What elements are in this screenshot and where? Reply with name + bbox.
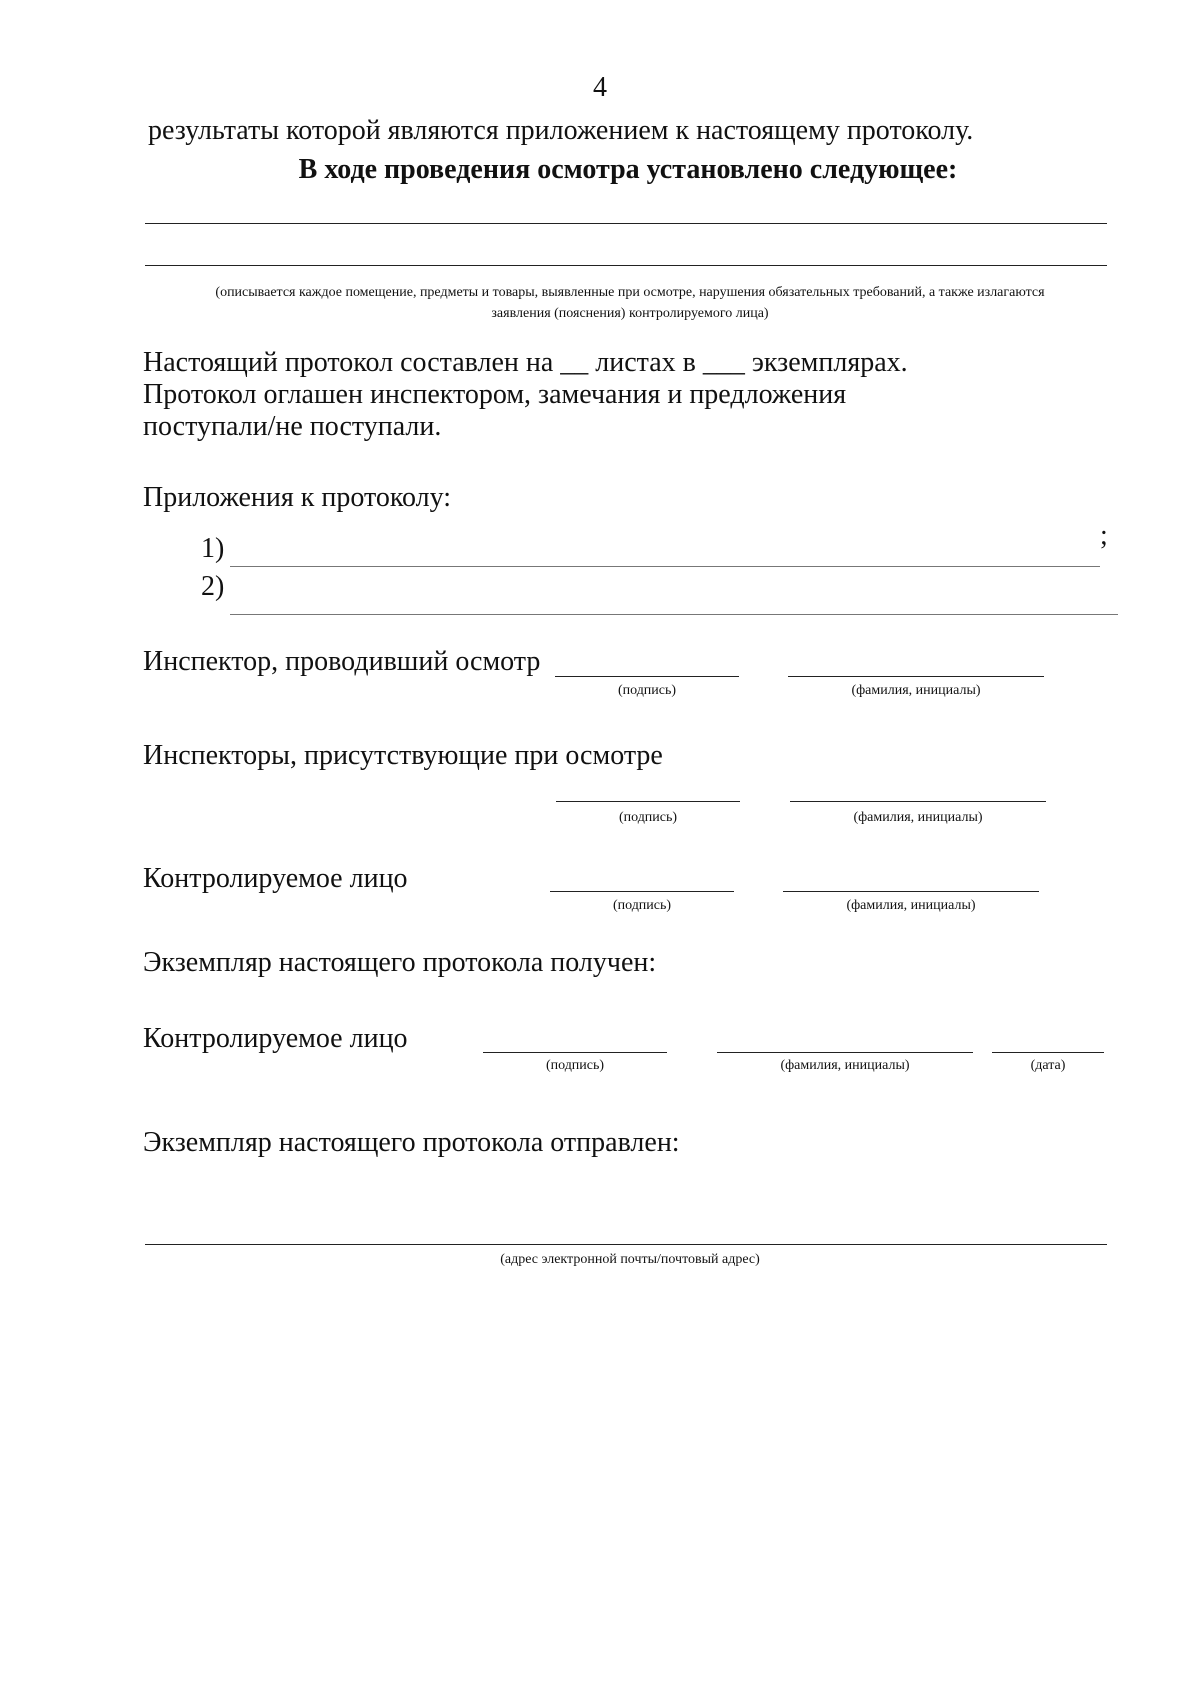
findings-heading: В ходе проведения осмотра установлено следующее:: [298, 154, 958, 185]
attachment-line-1[interactable]: [230, 566, 1100, 567]
attachment-line-2[interactable]: [230, 614, 1118, 615]
intro-line: результаты которой являются приложением к настоящему протоколу.: [148, 115, 974, 146]
controlled-signature-line[interactable]: [550, 891, 734, 892]
received-label: Экземпляр настоящего протокола получен:: [143, 947, 657, 978]
present-signature-line[interactable]: [556, 801, 740, 802]
sent-address-caption: (адрес электронной почты/почтовый адрес): [500, 1252, 760, 1267]
received-date-caption: (дата): [1030, 1058, 1066, 1073]
controlled-name-line[interactable]: [783, 891, 1039, 892]
controlled-signature-caption: (подпись): [612, 898, 672, 913]
findings-note-line-2: заявления (пояснения) контролируемого лица): [491, 306, 769, 321]
sent-label: Экземпляр настоящего протокола отправлен:: [143, 1127, 680, 1158]
present-inspectors-label: Инспекторы, присутствующие при осмотре: [143, 740, 663, 771]
controlled-name-caption: (фамилия, инициалы): [846, 898, 976, 913]
inspector-name-caption: (фамилия, инициалы): [851, 683, 981, 698]
present-signature-caption: (подпись): [618, 810, 678, 825]
received-name-caption: (фамилия, инициалы): [780, 1058, 910, 1073]
present-name-line[interactable]: [790, 801, 1046, 802]
inspector-label: Инспектор, проводивший осмотр: [143, 646, 541, 677]
attachments-label: Приложения к протоколу:: [143, 482, 452, 513]
received-name-line[interactable]: [717, 1052, 973, 1053]
attachment-number-2: 2): [201, 571, 225, 602]
protocol-read-line-2: поступали/не поступали.: [143, 411, 442, 442]
protocol-sheets-line: Настоящий протокол составлен на __ листах в ___ экземплярах.: [143, 347, 908, 378]
received-signature-caption: (подпись): [545, 1058, 605, 1073]
inspector-signature-line[interactable]: [555, 676, 739, 677]
findings-line-1[interactable]: [145, 223, 1107, 224]
inspector-name-line[interactable]: [788, 676, 1044, 677]
present-name-caption: (фамилия, инициалы): [853, 810, 983, 825]
protocol-read-line-1: Протокол оглашен инспектором, замечания и предложения: [143, 379, 847, 410]
received-signature-line[interactable]: [483, 1052, 667, 1053]
inspector-signature-caption: (подпись): [617, 683, 677, 698]
received-controlled-person-label: Контролируемое лицо: [143, 1023, 408, 1054]
received-date-line[interactable]: [992, 1052, 1104, 1053]
sent-address-line[interactable]: [145, 1244, 1107, 1245]
attachment-number-1: 1): [201, 533, 225, 564]
findings-note-line-1: (описывается каждое помещение, предметы и товары, выявленные при осмотре, нарушения обязательных требований, а также излагаются: [215, 285, 1045, 300]
page-number: 4: [593, 72, 607, 103]
attachment-end-1: ;: [1100, 520, 1108, 551]
controlled-person-label: Контролируемое лицо: [143, 863, 408, 894]
findings-line-2[interactable]: [145, 265, 1107, 266]
